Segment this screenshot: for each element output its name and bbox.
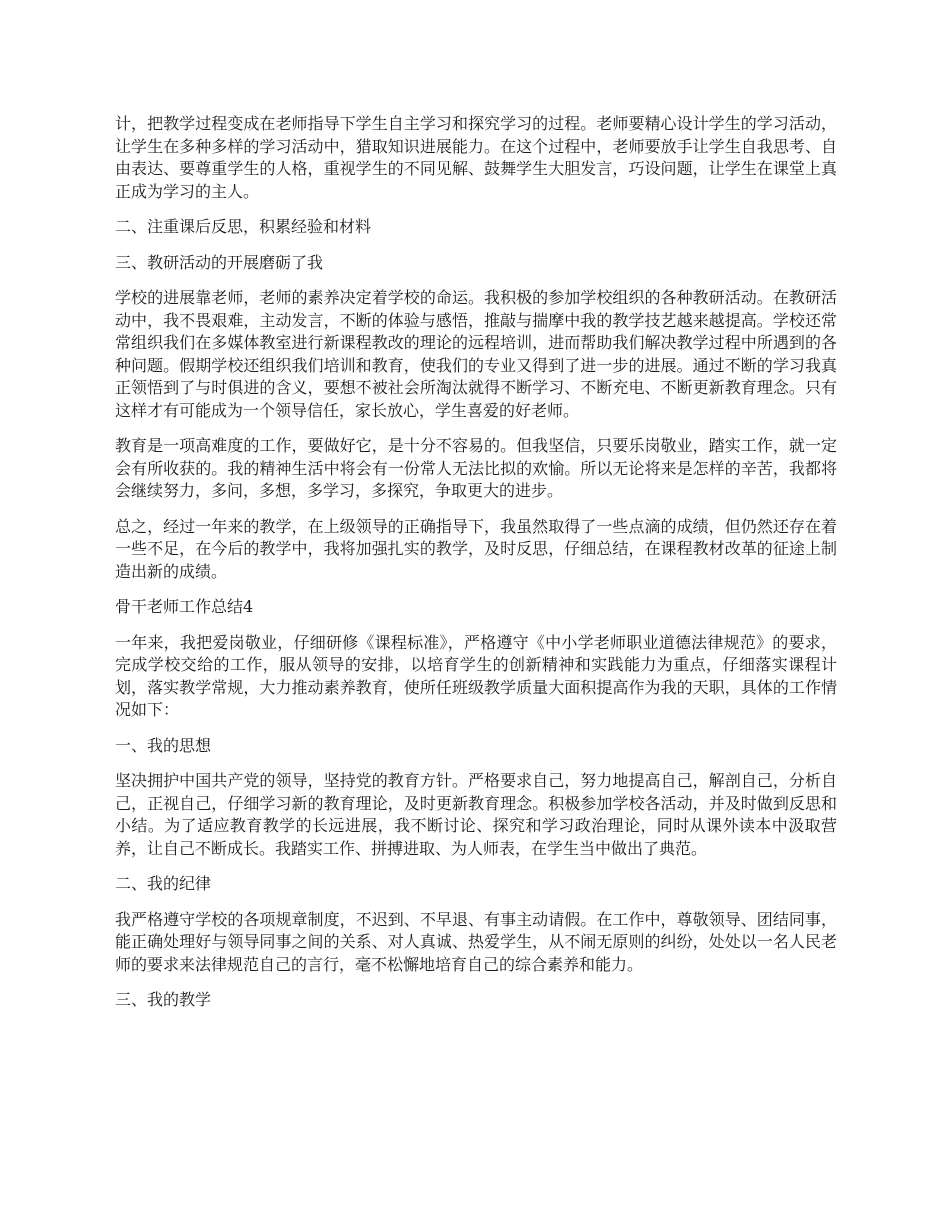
paragraph: 一年来，我把爱岗敬业，仔细研修《课程标准》，严格遵守《中小学老师职业道德法律规范》的要求，完成学校交给的工作，服从领导的安排，以培育学生的创新精神和实践能力为重点，仔细落实课程计划，落实教学常规，大力推动素养教育，使所任班级教学质量大面积提高作为我的天职，具体的工作情况如下： <box>115 632 837 719</box>
document-page <box>115 113 837 1025</box>
section-heading: 三、我的教学 <box>115 990 212 1009</box>
paragraph: 坚决拥护中国共产党的领导，坚持党的教育方针。严格要求自己，努力地提高自己，解剖自己，分析自己，正视自己，仔细学习新的教育理论，及时更新教育理念。积极参加学校各活动，并及时做到反思和小结。为了适应教育教学的长远进展，我不断讨论、探究和学习政治理论，同时从课外读本中汲取营养，让自己不断成长。我踏实工作、拼搏进取、为人师表，在学生当中做出了典范。 <box>115 771 837 858</box>
section-heading: 一、我的思想 <box>115 735 212 755</box>
paragraph: 总之，经过一年来的教学，在上级领导的正确指导下，我虽然取得了一些点滴的成绩，但仍然还存在着一些不足，在今后的教学中，我将加强扎实的教学，及时反思，仔细总结，在课程教材改革的征途上制造出新的成绩。 <box>115 516 837 581</box>
paragraph: 计，把教学过程变成在老师指导下学生自主学习和探究学习的过程。老师要精心设计学生的学习活动，让学生在多种多样的学习活动中，猎取知识进展能力。在这个过程中，老师要放手让学生自我思考、自由表达、要尊重学生的人格，重视学生的不同见解、鼓舞学生大胆发言，巧设问题，让学生在课堂上真正成为学习的主人。 <box>115 114 837 201</box>
paragraph: 教育是一项高难度的工作，要做好它，是十分不容易的。但我坚信，只要乐岗敬业，踏实工作，就一定会有所收获的。我的精神生活中将会有一份常人无法比拟的欢愉。所以无论将来是怎样的辛苦，我都将会继续努力，多问，多想，多学习，多探究，争取更大的进步。 <box>115 436 837 500</box>
section-heading: 二、我的纪律 <box>115 874 212 893</box>
paragraph: 我严格遵守学校的各项规章制度，不迟到、不早退、有事主动请假。在工作中，尊敬领导、团结同事，能正确处理好与领导同事之间的关系、对人真诚、热爱学生，从不闹无原则的纠纷，处处以一名人民老师的要求来法律规范自己的言行，毫不松懈地培育自己的综合素养和能力。 <box>115 909 837 974</box>
paragraph: 学校的进展靠老师，老师的素养决定着学校的命运。我积极的参加学校组织的各种教研活动。在教研活动中，我不畏艰难，主动发言，不断的体验与感悟，推敲与揣摩中我的教学技艺越来越提高。学校还常常组织我们在多媒体教室进行新课程教改的理论的远程培训，进而帮助我们解决教学过程中所遇到的各种问题。假期学校还组织我们培训和教育，使我们的专业又得到了进一步的进展。通过不断的学习我真正领悟到了与时俱进的含义，要想不被社会所淘汰就得不断学习、不断充电、不断更新教育理念。只有这样才有可能成为一个领导信任，家长放心，学生喜爱的好老师。 <box>115 288 837 420</box>
section-heading: 三、教研活动的开展磨砺了我 <box>115 252 324 272</box>
article-title: 骨干老师工作总结4 <box>115 597 254 616</box>
section-heading: 二、注重课后反思，积累经验和材料 <box>115 217 372 236</box>
